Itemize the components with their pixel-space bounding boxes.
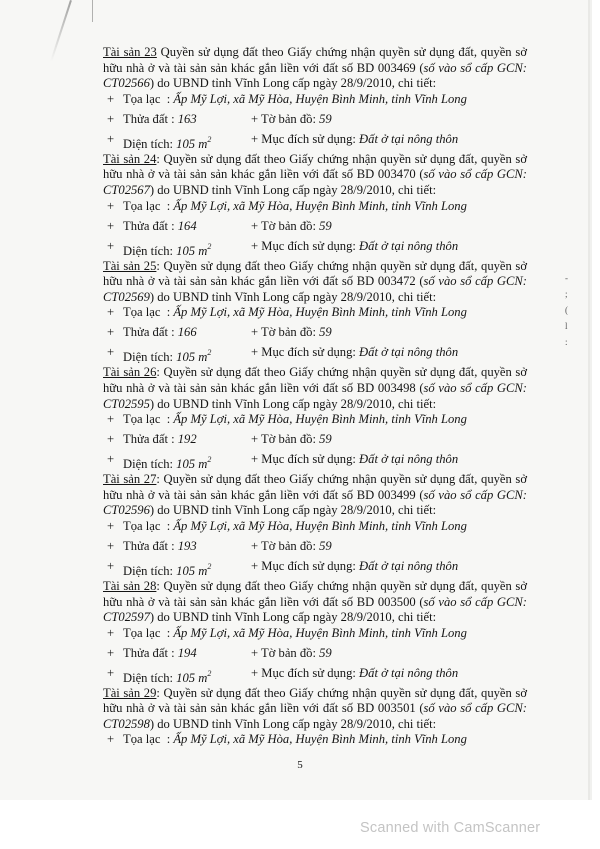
asset-title: Tài sản 25 [103,258,157,273]
parcel-text: Thửa đất : 166 [123,325,197,340]
bullet-plus: + [107,732,115,747]
asset-description [103,259,527,306]
bullet-plus: + [107,645,115,660]
parcel-text: Thửa đất : 164 [123,218,197,233]
bullet-plus: + [107,218,115,233]
land-use-purpose-text: + Mục đích sử dụng: Đất ở tại nông thôn [251,452,459,467]
asset-text: Quyền sử dụng đất theo Giấy chứng nhận quyền sử dụng đất, quyền sở hữu nhà ở và tài sản sản khác gắn liền với đất số BD 003469 ( [103,45,527,75]
asset-text: : Quyền sử dụng đất theo Giấy chứng nhận quyền sử dụng đất, quyền sở hữu nhà ở và tài sản sản khác gắn liền với đất số BD 003472 ( [103,258,527,289]
asset-title: Tài sản 24 [103,151,157,166]
area-text: Diện tích: 105 $m^2$ [123,241,212,258]
asset-text: ) do UBND tỉnh Vĩnh Long cấp ngày 28/9/2010, chi tiết: [149,396,437,411]
bullet-plus: + [107,518,115,533]
margin-scribble: - ; ( l : [565,273,568,347]
location-text: Tọa lạc : Ấp Mỹ Lợi, xã Mỹ Hòa, Huyện Bình Minh, tỉnh Vĩnh Long [123,198,467,213]
asset-text: ) do UBND tỉnh Vĩnh Long cấp ngày 28/9/2010, chi tiết: [149,182,437,197]
map-sheet-text: + Tờ bản đồ: 59 [251,645,332,660]
paper-fold-mark [92,0,93,22]
asset-description [103,152,527,199]
area-line [103,345,527,365]
area-text: Diện tích: 105 $m^2$ [123,348,212,365]
area-line [103,239,527,259]
parcel-line [103,219,527,239]
paper-fold-mark [50,0,72,61]
map-sheet-text: + Tờ bản đồ: 59 [251,538,332,553]
area-line [103,452,527,472]
asset-title: Tài sản 23 [103,45,157,59]
bullet-plus: + [107,131,115,146]
gcn-reference: số vào sổ cấp GCN: CT02597 [103,594,527,625]
parcel-line [103,112,527,132]
asset-entry [103,45,527,152]
parcel-line [103,432,527,452]
scanner-watermark: Scanned with CamScanner [360,820,541,836]
gcn-reference: số vào sổ cấp GCN: CT02569 [103,274,527,304]
asset-description [103,472,527,519]
asset-text: : Quyền sử dụng đất theo Giấy chứng nhận quyền sử dụng đất, quyền sở hữu nhà ở và tài sản sản khác gắn liền với đất số BD 003499 ( [103,472,527,502]
parcel-text: Thửa đất : 163 [123,111,197,126]
parcel-line [103,646,527,666]
parcel-text: Thửa đất : 194 [123,645,197,660]
location-line [103,626,527,646]
map-sheet-text: + Tờ bản đồ: 59 [251,432,332,447]
asset-text: : Quyền sử dụng đất theo Giấy chứng nhận quyền sử dụng đất, quyền sở hữu nhà ở và tài sản sản khác gắn liền với đất số BD 003498 ( [103,365,527,395]
parcel-line [103,325,527,345]
area-line [103,559,527,579]
land-use-purpose-text: + Mục đích sử dụng: Đất ở tại nông thôn [251,345,459,360]
bullet-plus: + [107,625,115,640]
bullet-plus: + [107,305,115,320]
asset-text: : Quyền sử dụng đất theo Giấy chứng nhận quyền sử dụng đất, quyền sở hữu nhà ở và tài sản sản khác gắn liền với đất số BD 003500 ( [103,578,527,609]
bullet-plus: + [107,325,115,340]
map-sheet-text: + Tờ bản đồ: 59 [251,325,332,340]
area-line [103,132,527,152]
asset-description [103,686,527,733]
bullet-plus: + [107,665,115,680]
parcel-text: Thửa đất : 193 [123,538,197,553]
asset-list [103,45,527,752]
area-text: Diện tích: 105 $m^2$ [123,561,212,578]
asset-entry [103,472,527,579]
asset-entry [103,152,527,259]
land-use-purpose-text: + Mục đích sử dụng: Đất ở tại nông thôn [251,131,459,146]
asset-entry [103,259,527,366]
bullet-plus: + [107,412,115,427]
asset-entry [103,686,527,753]
asset-text: : Quyền sử dụng đất theo Giấy chứng nhận quyền sử dụng đất, quyền sở hữu nhà ở và tài sản sản khác gắn liền với đất số BD 003501 ( [103,685,527,716]
bullet-plus: + [107,452,115,467]
asset-title: Tài sản 29 [103,685,157,700]
asset-text: ) do UBND tỉnh Vĩnh Long cấp ngày 28/9/2010, chi tiết: [149,503,437,518]
location-line [103,305,527,325]
gcn-reference: số vào sổ cấp GCN: CT02567 [103,167,527,197]
bullet-plus: + [107,111,115,126]
land-use-purpose-text: + Mục đích sử dụng: Đất ở tại nông thôn [251,238,459,253]
parcel-line [103,539,527,559]
asset-description [103,579,527,626]
location-line [103,412,527,432]
bullet-plus: + [107,432,115,447]
bullet-plus: + [107,558,115,573]
land-use-purpose-text: + Mục đích sử dụng: Đất ở tại nông thôn [251,558,459,573]
location-text: Tọa lạc : Ấp Mỹ Lợi, xã Mỹ Hòa, Huyện Bình Minh, tỉnh Vĩnh Long [123,732,467,747]
gcn-reference: số vào sổ cấp GCN: CT02598 [103,701,527,731]
asset-text: ) do UBND tỉnh Vĩnh Long cấp ngày 28/9/2010, chi tiết: [149,289,437,304]
area-line [103,666,527,686]
bullet-plus: + [107,91,115,106]
location-text: Tọa lạc : Ấp Mỹ Lợi, xã Mỹ Hòa, Huyện Bình Minh, tỉnh Vĩnh Long [123,518,467,533]
asset-description [103,365,527,412]
location-text: Tọa lạc : Ấp Mỹ Lợi, xã Mỹ Hòa, Huyện Bình Minh, tỉnh Vĩnh Long [123,91,467,106]
area-text: Diện tích: 105 $m^2$ [123,668,212,685]
page-number: 5 [297,759,303,771]
asset-text: : Quyền sử dụng đất theo Giấy chứng nhận quyền sử dụng đất, quyền sở hữu nhà ở và tài sản sản khác gắn liền với đất số BD 003470 ( [103,151,527,182]
parcel-text: Thửa đất : 192 [123,432,197,447]
asset-description [103,45,527,92]
asset-text: ) do UBND tỉnh Vĩnh Long cấp ngày 28/9/2010, chi tiết: [149,716,437,731]
gcn-reference: số vào sổ cấp GCN: CT02566 [103,60,527,91]
asset-text: ) do UBND tỉnh Vĩnh Long cấp ngày 28/9/2010, chi tiết: [149,610,437,625]
map-sheet-text: + Tờ bản đồ: 59 [251,218,332,233]
asset-text: ) do UBND tỉnh Vĩnh Long cấp ngày 28/9/2010, chi tiết: [149,76,437,91]
bullet-plus: + [107,538,115,553]
location-line [103,199,527,219]
map-sheet-text: + Tờ bản đồ: 59 [251,111,332,126]
location-line [103,732,527,752]
gcn-reference: số vào sổ cấp GCN: CT02595 [103,380,527,411]
location-text: Tọa lạc : Ấp Mỹ Lợi, xã Mỹ Hòa, Huyện Bình Minh, tỉnh Vĩnh Long [123,625,467,640]
location-text: Tọa lạc : Ấp Mỹ Lợi, xã Mỹ Hòa, Huyện Bình Minh, tỉnh Vĩnh Long [123,305,467,320]
asset-entry [103,365,527,472]
bullet-plus: + [107,198,115,213]
asset-entry [103,579,527,686]
bullet-plus: + [107,345,115,360]
area-text: Diện tích: 105 $m^2$ [123,455,212,472]
area-text: Diện tích: 105 $m^2$ [123,134,212,151]
gcn-reference: số vào sổ cấp GCN: CT02596 [103,487,527,518]
location-text: Tọa lạc : Ấp Mỹ Lợi, xã Mỹ Hòa, Huyện Bình Minh, tỉnh Vĩnh Long [123,412,467,427]
location-line [103,92,527,112]
asset-title: Tài sản 28 [103,578,157,593]
land-use-purpose-text: + Mục đích sử dụng: Đất ở tại nông thôn [251,665,459,680]
bullet-plus: + [107,238,115,253]
asset-title: Tài sản 26 [103,365,157,380]
location-line [103,519,527,539]
asset-title: Tài sản 27 [103,472,157,487]
